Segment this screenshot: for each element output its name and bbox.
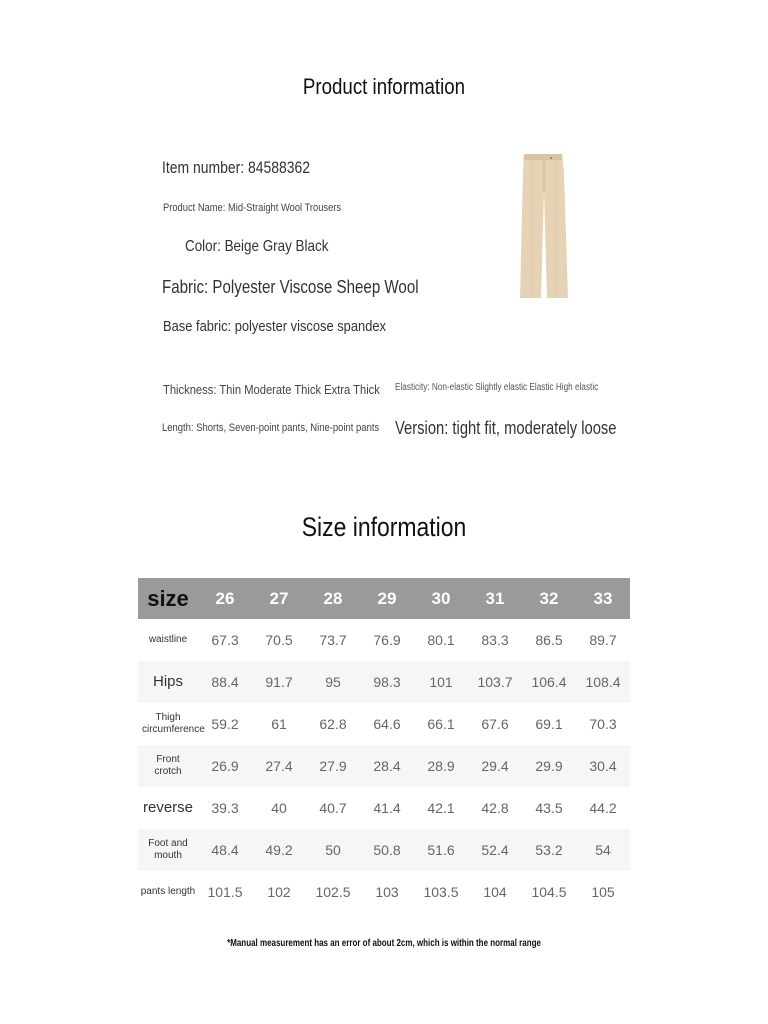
- measurement-cell: 54: [576, 829, 630, 871]
- size-header-cell: 32: [522, 578, 576, 619]
- measurement-cell: 83.3: [468, 619, 522, 661]
- measurement-cell: 30.4: [576, 745, 630, 787]
- row-label: reverse: [138, 787, 198, 829]
- trousers-icon: [520, 154, 568, 298]
- size-header-cell: 31: [468, 578, 522, 619]
- measurement-cell: 29.4: [468, 745, 522, 787]
- measurement-cell: 40: [252, 787, 306, 829]
- measurement-cell: 86.5: [522, 619, 576, 661]
- measurement-cell: 67.6: [468, 703, 522, 745]
- size-header-cell: 27: [252, 578, 306, 619]
- fabric-info: Fabric: Polyester Viscose Sheep Wool: [162, 277, 419, 297]
- measurement-cell: 106.4: [522, 661, 576, 703]
- size-header-cell: 29: [360, 578, 414, 619]
- table-row: [138, 661, 630, 703]
- measurement-cell: 41.4: [360, 787, 414, 829]
- measurement-cell: 40.7: [306, 787, 360, 829]
- measurement-cell: 48.4: [198, 829, 252, 871]
- measurement-cell: 88.4: [198, 661, 252, 703]
- size-header-row: [138, 578, 630, 619]
- measurement-cell: 42.1: [414, 787, 468, 829]
- measurement-cell: 44.2: [576, 787, 630, 829]
- product-information-title: Product information: [302, 74, 466, 99]
- trousers-product-image: [518, 152, 570, 300]
- measurement-cell: 101: [414, 661, 468, 703]
- measurement-cell: 103.7: [468, 661, 522, 703]
- measurement-cell: 27.9: [306, 745, 360, 787]
- base-fabric-info: Base fabric: polyester viscose spandex: [163, 318, 387, 335]
- measurement-cell: 49.2: [252, 829, 306, 871]
- elasticity-info: Elasticity: Non-elastic Slightly elastic Elastic High elastic: [395, 382, 599, 393]
- table-row: [138, 787, 630, 829]
- size-header-cell: 30: [414, 578, 468, 619]
- measurement-cell: 73.7: [306, 619, 360, 661]
- thickness-info: Thickness: Thin Moderate Thick Extra Thick: [163, 382, 380, 397]
- measurement-cell: 61: [252, 703, 306, 745]
- measurement-cell: 50: [306, 829, 360, 871]
- measurement-cell: 64.6: [360, 703, 414, 745]
- row-label: Foot and mouth: [138, 829, 198, 871]
- length-info: Length: Shorts, Seven-point pants, Nine-point pants: [162, 422, 380, 434]
- size-header-cell: 28: [306, 578, 360, 619]
- measurement-cell: 102: [252, 871, 306, 913]
- measurement-cell: 76.9: [360, 619, 414, 661]
- measurement-cell: 105: [576, 871, 630, 913]
- table-row: [138, 703, 630, 745]
- size-header-label: size: [138, 578, 198, 619]
- measurement-cell: 59.2: [198, 703, 252, 745]
- row-label: Thigh circumference: [138, 703, 198, 745]
- measurement-cell: 70.3: [576, 703, 630, 745]
- size-information-title: Size information: [301, 512, 467, 542]
- row-label: Hips: [138, 661, 198, 703]
- measurement-cell: 104: [468, 871, 522, 913]
- measurement-cell: 53.2: [522, 829, 576, 871]
- version-info: Version: tight fit, moderately loose: [395, 418, 617, 438]
- measurement-cell: 98.3: [360, 661, 414, 703]
- measurement-cell: 103: [360, 871, 414, 913]
- size-header-cell: 33: [576, 578, 630, 619]
- measurement-cell: 42.8: [468, 787, 522, 829]
- measurement-cell: 62.8: [306, 703, 360, 745]
- row-label: pants length: [138, 871, 198, 913]
- table-row: [138, 745, 630, 787]
- product-name: Product Name: Mid-Straight Wool Trousers: [163, 202, 342, 214]
- size-chart-table: [138, 578, 630, 913]
- measurement-cell: 95: [306, 661, 360, 703]
- measurement-cell: 43.5: [522, 787, 576, 829]
- measurement-cell: 80.1: [414, 619, 468, 661]
- measurement-cell: 52.4: [468, 829, 522, 871]
- measurement-cell: 51.6: [414, 829, 468, 871]
- measurement-cell: 89.7: [576, 619, 630, 661]
- measurement-cell: 70.5: [252, 619, 306, 661]
- row-label: waistline: [138, 619, 198, 661]
- measurement-cell: 104.5: [522, 871, 576, 913]
- measurement-cell: 69.1: [522, 703, 576, 745]
- measurement-footnote: *Manual measurement has an error of about 2cm, which is within the normal range: [227, 938, 541, 949]
- item-number: Item number: 84588362: [162, 158, 311, 177]
- measurement-cell: 67.3: [198, 619, 252, 661]
- measurement-cell: 27.4: [252, 745, 306, 787]
- measurement-cell: 102.5: [306, 871, 360, 913]
- measurement-cell: 66.1: [414, 703, 468, 745]
- measurement-cell: 28.9: [414, 745, 468, 787]
- measurement-cell: 101.5: [198, 871, 252, 913]
- table-row: [138, 871, 630, 913]
- row-label: Front crotch: [138, 745, 198, 787]
- table-row: [138, 619, 630, 661]
- measurement-cell: 26.9: [198, 745, 252, 787]
- measurement-cell: 29.9: [522, 745, 576, 787]
- measurement-cell: 91.7: [252, 661, 306, 703]
- measurement-cell: 108.4: [576, 661, 630, 703]
- measurement-cell: 28.4: [360, 745, 414, 787]
- table-row: [138, 829, 630, 871]
- measurement-cell: 50.8: [360, 829, 414, 871]
- measurement-cell: 39.3: [198, 787, 252, 829]
- color-options: Color: Beige Gray Black: [185, 238, 329, 255]
- size-header-cell: 26: [198, 578, 252, 619]
- measurement-cell: 103.5: [414, 871, 468, 913]
